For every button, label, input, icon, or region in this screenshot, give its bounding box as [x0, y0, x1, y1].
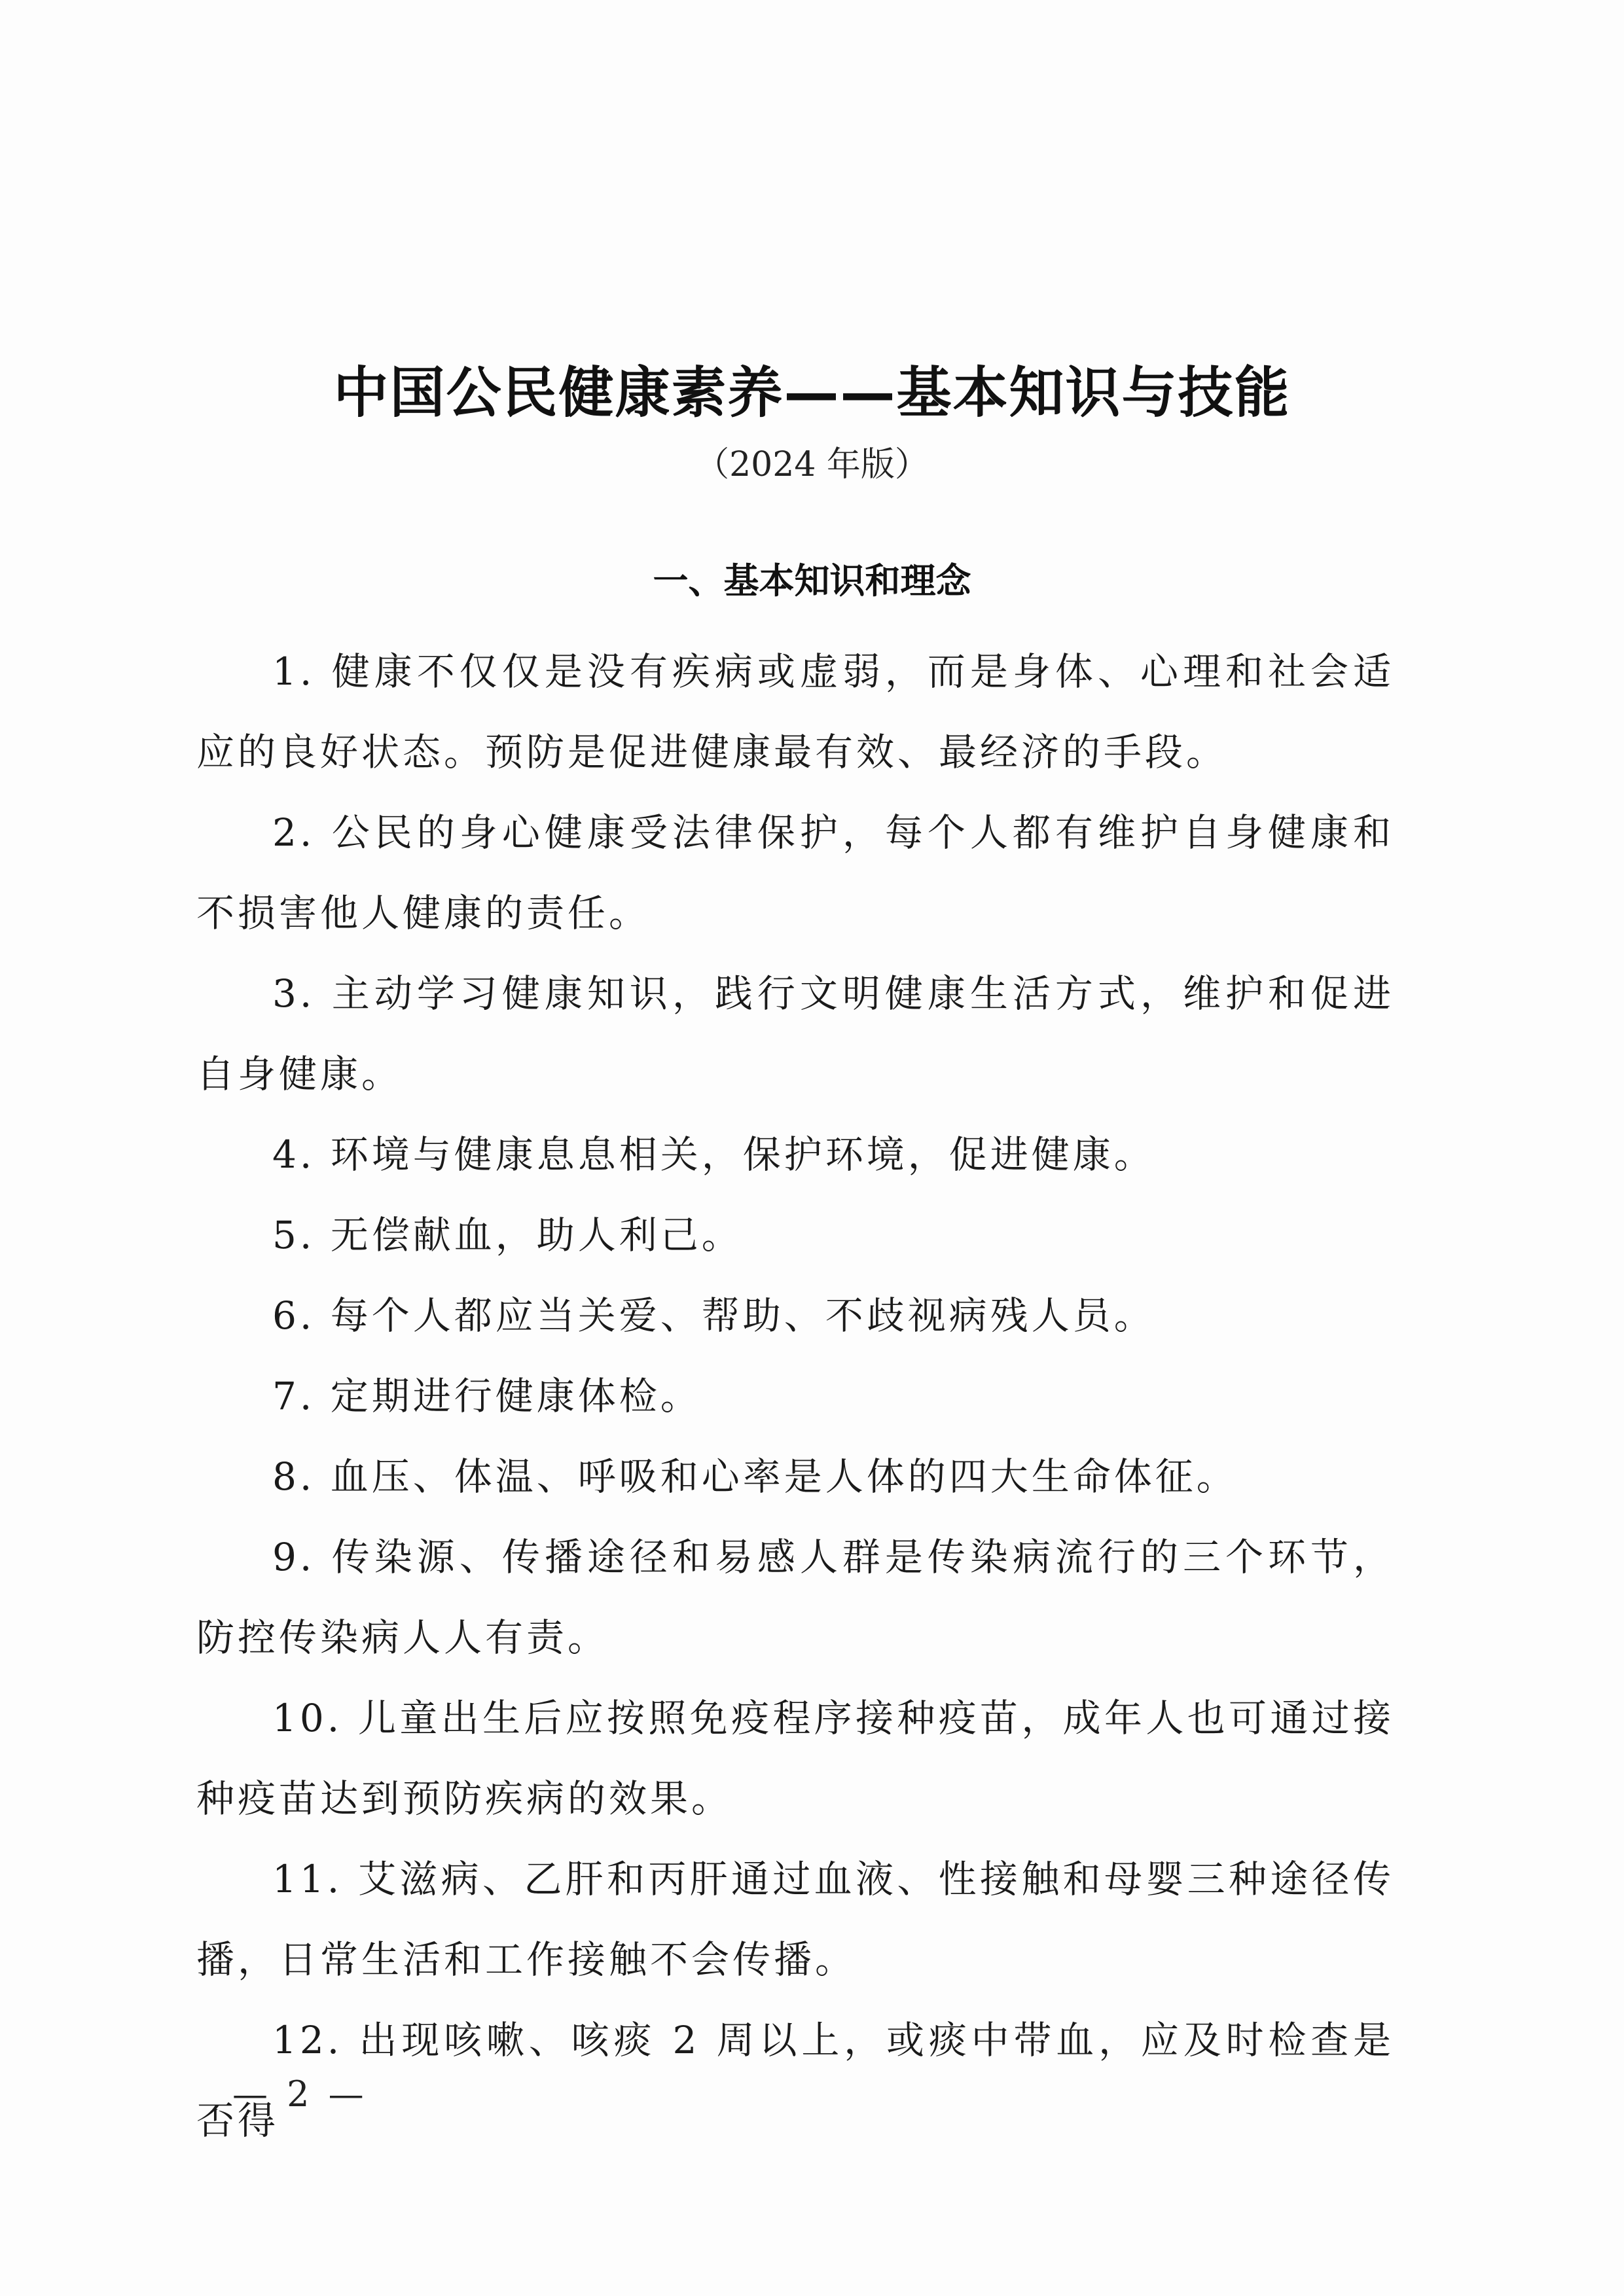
- paragraph-3: 3. 主动学习健康知识，践行文明健康生活方式，维护和促进自身健康。: [196, 971, 1394, 1096]
- document-subtitle: （2024 年版）: [695, 445, 929, 484]
- section-heading: 一、基本知识和理念: [653, 560, 971, 601]
- paragraph-1: 1. 健康不仅仅是没有疾病或虚弱，而是身体、心理和社会适应的良好状态。预防是促进健康最有效、最经济的手段。: [196, 649, 1394, 774]
- paragraph-5: 5. 无偿献血，助人利己。: [272, 1213, 743, 1257]
- paragraph-8: 8. 血压、体温、呼吸和心率是人体的四大生命体征。: [272, 1454, 1238, 1499]
- page-number: — 2 —: [232, 2073, 368, 2115]
- paragraph-4: 4. 环境与健康息息相关，保护环境，促进健康。: [272, 1132, 1155, 1177]
- document-title: 中国公民健康素养——基本知识与技能: [333, 361, 1291, 425]
- document-body: [196, 632, 1394, 2161]
- paragraph-6: 6. 每个人都应当关爱、帮助、不歧视病残人员。: [272, 1293, 1155, 1338]
- paragraph-11: 11. 艾滋病、乙肝和丙肝通过血液、性接触和母婴三种途径传播，日常生活和工作接触不会传播。: [196, 1857, 1394, 1982]
- paragraph-2: 2. 公民的身心健康受法律保护，每个人都有维护自身健康和不损害他人健康的责任。: [196, 810, 1394, 935]
- paragraph-12: 12. 出现咳嗽、咳痰 2 周以上，或痰中带血，应及时检查是否得: [196, 2018, 1394, 2143]
- paragraph-10: 10. 儿童出生后应按照免疫程序接种疫苗，成年人也可通过接种疫苗达到预防疾病的效果。: [196, 1696, 1394, 1821]
- paragraph-9: 9. 传染源、传播途径和易感人群是传染病流行的三个环节，防控传染病人人有责。: [196, 1535, 1394, 1660]
- paragraph-7: 7. 定期进行健康体检。: [272, 1374, 702, 1418]
